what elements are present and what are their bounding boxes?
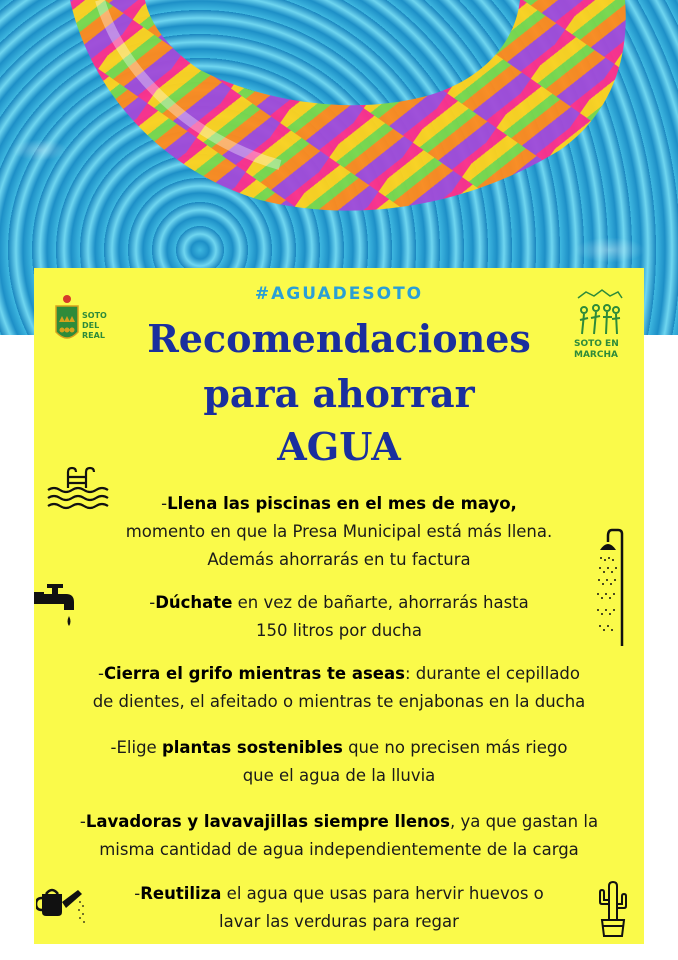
tip-1-line-2-text: momento en que la Presa Municipal está más llena.: [125, 522, 553, 541]
tip-1-line-3: [34, 550, 644, 570]
tip-3-line-2: [34, 692, 644, 712]
tip-3-line-1-bold: Cierra el grifo mientras te aseas: [103, 664, 405, 683]
tip-4-line-1-post: que no precisen más riego: [342, 738, 568, 757]
tip-4-line-2: [34, 766, 644, 786]
logo-left-line2: DEL: [82, 321, 100, 330]
tip-1-line-1-bold: Llena las piscinas en el mes de mayo,: [167, 494, 517, 513]
tip-2-line-1-post: en vez de bañarte, ahorrarás hasta: [232, 593, 529, 612]
tip-3-line-1-pre: -: [97, 664, 104, 683]
tip-1-line-2: [34, 522, 644, 542]
page-title-line3: AGUA: [277, 424, 401, 469]
page-title-line1: Recomendaciones: [147, 316, 531, 361]
tip-6-line-1-post: el agua que usas para hervir huevos o: [221, 884, 544, 903]
tip-1-line-1: [34, 494, 644, 514]
tip-4-line-2-text: que el agua de la lluvia: [242, 766, 436, 785]
logo-left-line3: REAL: [82, 331, 105, 340]
tip-5-line-2-text: misma cantidad de agua independientemente de la carga: [99, 840, 579, 859]
hashtag: #AGUADESOTO: [254, 284, 424, 304]
soto-en-marcha-logo: [570, 284, 630, 364]
tip-5-line-2: [34, 840, 644, 860]
tip-1-line-3-text: Además ahorrarás en tu factura: [207, 550, 471, 569]
tip-4-line-1-bold: plantas sostenibles: [161, 738, 343, 757]
tip-1-line-1-pre: -: [161, 494, 168, 513]
tip-2-line-2-text: 150 litros por ducha: [256, 621, 422, 640]
tip-2-line-1-bold: Dúchate: [155, 593, 233, 612]
tip-5-line-1-pre: -: [79, 812, 86, 831]
tip-4-line-1-pre: -Elige: [110, 738, 162, 757]
tip-5-line-1-bold: Lavadoras y lavavajillas siempre llenos: [85, 812, 450, 831]
tip-3-line-1-post: : durante el cepillado: [404, 664, 581, 683]
tip-6-line-1-pre: -: [134, 884, 141, 903]
tip-6-line-1-bold: Reutiliza: [140, 884, 222, 903]
logo-right-line1: SOTO EN: [574, 339, 619, 349]
tip-6-line-1: [34, 884, 644, 904]
tip-4-line-1: [34, 738, 644, 758]
page-title-line2: para ahorrar: [203, 371, 475, 416]
logo-right-line2: MARCHA: [574, 350, 618, 360]
logo-left-line1: SOTO: [82, 311, 107, 320]
tip-3-line-1: [34, 664, 644, 684]
tip-2-line-1-pre: -: [149, 593, 156, 612]
tip-3-line-2-text: de dientes, el afeitado o mientras te enjabonas en la ducha: [92, 692, 586, 711]
tip-5-line-1: [34, 812, 644, 832]
tip-6-line-2: [34, 912, 644, 932]
tip-2-line-1: [34, 593, 644, 613]
tip-2-line-2: [34, 621, 644, 641]
tip-5-line-1-post: , ya que gastan la: [449, 812, 599, 831]
soto-del-real-logo: [52, 292, 112, 352]
tip-6-line-2-text: lavar las verduras para regar: [219, 912, 459, 931]
